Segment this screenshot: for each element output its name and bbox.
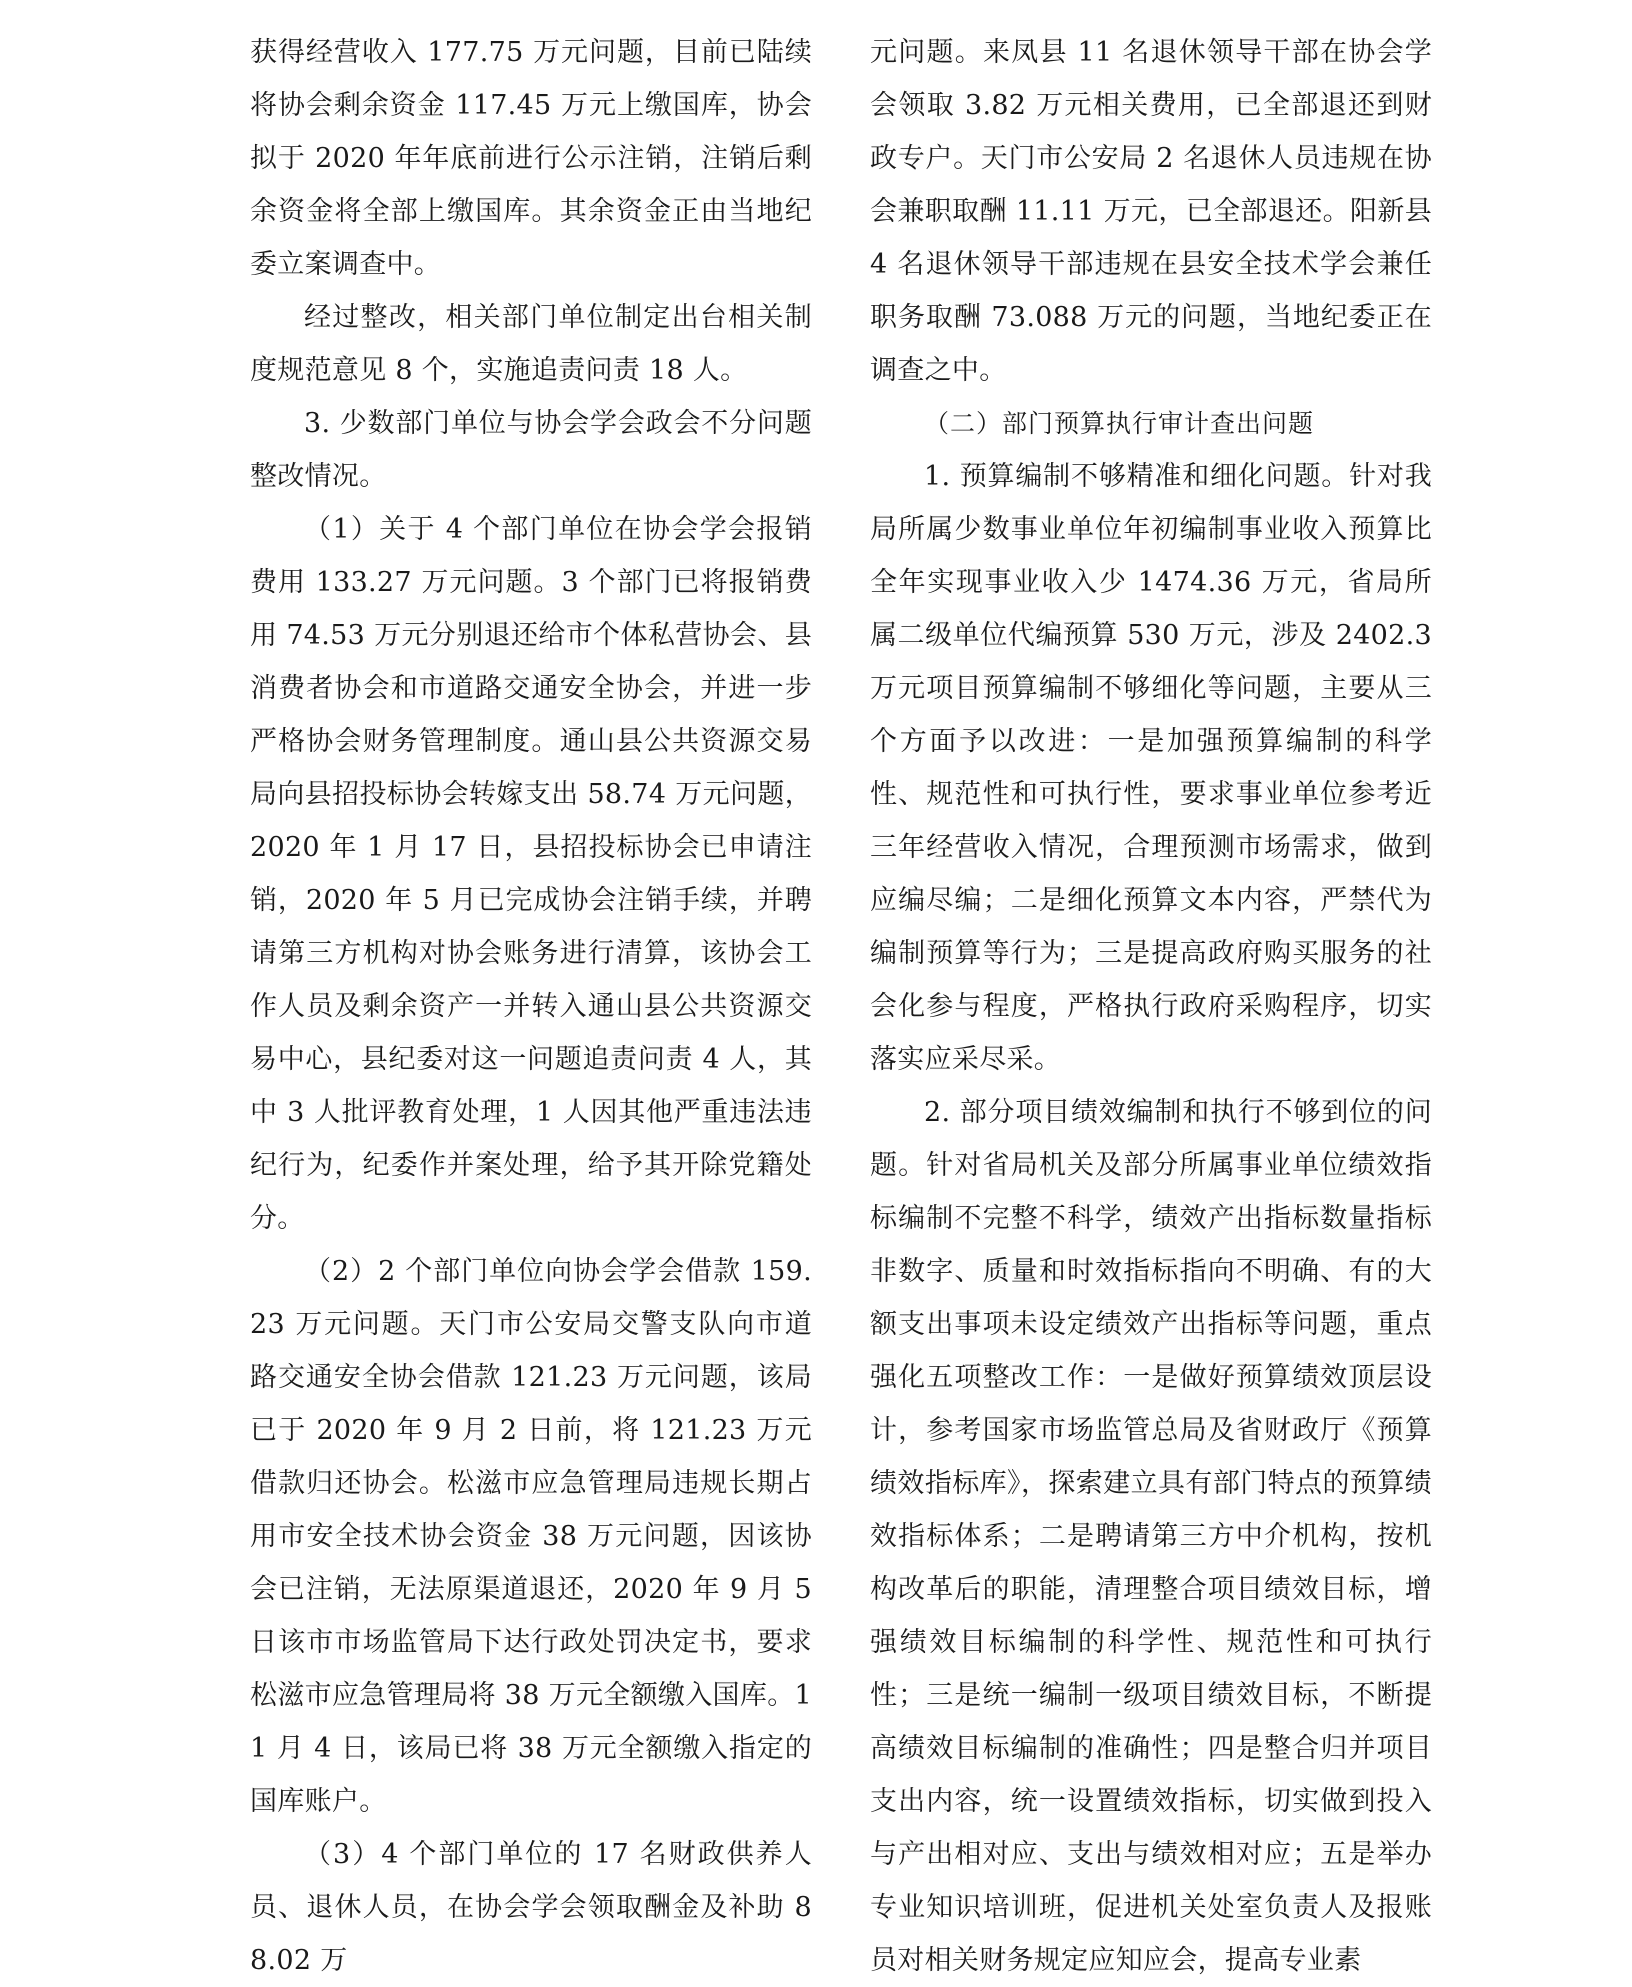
paragraph-l4: （2）2 个部门单位向协会学会借款 159.23 万元问题。天门市公安局交警支队向市道路交通安全协会借款 121.23 万元问题，该局已于 2020 年 9 月 2 日前，将 121.23 万元借款归还协会。松滋市应急管理局违规长期占用市安全技术协会资金 38 万元问题，因该协会已注销，无法原渠道退还，2020 年 9 月 5 日该市市场监管局下达行政处罚决定书，要求松滋市应急管理局将 38 万元全额缴入国库。11 月 4 日，该局已将 38 万元全额缴入指定的国库账户。 — [250, 1256, 812, 1817]
document-page — [250, 26, 1432, 1976]
paragraph-r2: 1. 预算编制不够精准和细化问题。针对我局所属少数事业单位年初编制事业收入预算比全年实现事业收入少 1474.36 万元，省局所属二级单位代编预算 530 万元，涉及 2402.3 万元项目预算编制不够细化等问题，主要从三个方面予以改进：一是加强预算编制的科学性、规范性和可执行性，要求事业单位参考近三年经营收入情况，合理预测市场需求，做到应编尽编；二是细化预算文本内容，严禁代为编制预算等行为；三是提高政府购买服务的社会化参与程度，严格执行政府采购程序，切实落实应采尽采。 — [870, 461, 1432, 1075]
left-column — [250, 26, 812, 1987]
paragraph-r0: 元问题。来凤县 11 名退休领导干部在协会学会领取 3.82 万元相关费用，已全部退还到财政专户。天门市公安局 2 名退休人员违规在协会兼职取酬 11.11 万元，已全部退还。阳新县 4 名退休领导干部违规在县安全技术学会兼任职务取酬 73.088 万元的问题，当地纪委正在调查之中。 — [870, 37, 1432, 386]
paragraph-l3: （1）关于 4 个部门单位在协会学会报销费用 133.27 万元问题。3 个部门已将报销费用 74.53 万元分别退还给市个体私营协会、县消费者协会和市道路交通安全协会，并进一步严格协会财务管理制度。通山县公共资源交易局向县招投标协会转嫁支出 58.74 万元问题，2020 年 1 月 17 日，县招投标协会已申请注销，2020 年 5 月已完成协会注销手续，并聘请第三方机构对协会账务进行清算，该协会工作人员及剩余资产一并转入通山县公共资源交易中心，县纪委对这一问题追责问责 4 人，其中 3 人批评教育处理，1 人因其他严重违法违纪行为，纪委作并案处理，给予其开除党籍处分。 — [250, 514, 812, 1234]
paragraph-l1: 经过整改，相关部门单位制定出台相关制度规范意见 8 个，实施追责问责 18 人。 — [250, 302, 812, 386]
paragraph-r3: 2. 部分项目绩效编制和执行不够到位的问题。针对省局机关及部分所属事业单位绩效指标编制不完整不科学，绩效产出指标数量指标非数字、质量和时效指标指向不明确、有的大额支出事项未设定绩效产出指标等问题，重点强化五项整改工作：一是做好预算绩效顶层设计，参考国家市场监管总局及省财政厅《预算绩效指标库》，探索建立具有部门特点的预算绩效指标体系；二是聘请第三方中介机构，按机构改革后的职能，清理整合项目绩效目标，增强绩效目标编制的科学性、规范性和可执行性；三是统一编制一级项目绩效目标，不断提高绩效目标编制的准确性；四是整合归并项目支出内容，统一设置绩效指标，切实做到投入与产出相对应、支出与绩效相对应；五是举办专业知识培训班，促进机关处室负责人及报账员对相关财务规定应知应会，提高专业素 — [870, 1097, 1432, 1976]
paragraph-l5: （3）4 个部门单位的 17 名财政供养人员、退休人员，在协会学会领取酬金及补助 88.02 万 — [250, 1839, 812, 1976]
right-column — [870, 26, 1432, 1987]
paragraph-l2: 3. 少数部门单位与协会学会政会不分问题整改情况。 — [250, 408, 812, 492]
paragraph-l0: 获得经营收入 177.75 万元问题，目前已陆续将协会剩余资金 117.45 万元上缴国库，协会拟于 2020 年年底前进行公示注销，注销后剩余资金将全部上缴国库。其余资金正由当地纪委立案调查中。 — [250, 37, 812, 280]
section-heading: （二）部门预算执行审计查出问题 — [924, 409, 1315, 438]
